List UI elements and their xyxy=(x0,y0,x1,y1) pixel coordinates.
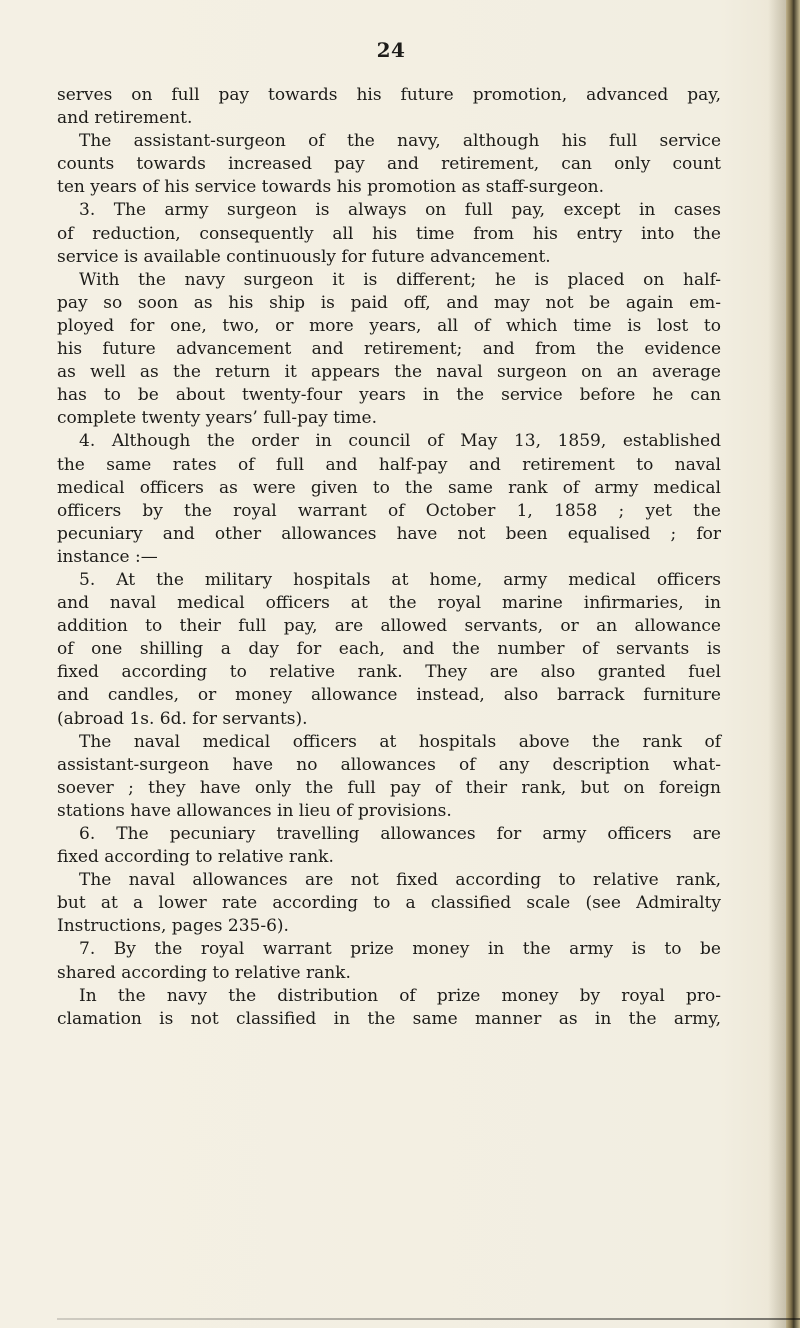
book-spine-edge xyxy=(786,0,800,1328)
text-line: counts towards increased pay and retirement, can only count xyxy=(57,154,721,175)
text-line: soever ; they have only the full pay of their rank, but on foreign xyxy=(57,777,721,798)
text-line: The assistant-surgeon of the navy, although his full service xyxy=(79,131,721,152)
page-edge-shadow xyxy=(768,0,786,1328)
text-line: 7. By the royal warrant prize money in the army is to be xyxy=(79,939,721,960)
text-line: With the navy surgeon it is different; he is placed on half- xyxy=(79,269,721,290)
text-line: ployed for one, two, or more years, all of which time is lost to xyxy=(57,315,721,336)
text-line: 5. At the military hospitals at home, army medical officers xyxy=(79,569,721,590)
text-line: clamation is not classified in the same manner as in the army, xyxy=(57,1008,721,1029)
text-line: In the navy the distribution of prize money by royal pro- xyxy=(79,985,721,1006)
text-line: fixed according to relative rank. They are also granted fuel xyxy=(57,662,721,683)
text-line: his future advancement and retirement; and from the evidence xyxy=(57,339,721,360)
text-line: medical officers as were given to the same rank of army medical xyxy=(57,477,721,498)
text-line: has to be about twenty-four years in the service before he can xyxy=(57,385,721,406)
text-line: Instructions, pages 235-6). xyxy=(57,916,289,937)
text-line: assistant-surgeon have no allowances of any description what- xyxy=(57,754,721,775)
text-line: fixed according to relative rank. xyxy=(57,847,334,868)
body-text xyxy=(57,84,721,1031)
text-line: shared according to relative rank. xyxy=(57,962,351,983)
text-line: pecuniary and other allowances have not been equalised ; for xyxy=(57,523,721,544)
text-line: (abroad 1s. 6d. for servants). xyxy=(57,708,308,729)
text-line: complete twenty years’ full-pay time. xyxy=(57,408,377,429)
text-line: stations have allowances in lieu of provisions. xyxy=(57,800,452,821)
text-line: 3. The army surgeon is always on full pay, except in cases xyxy=(79,200,721,221)
text-line: 4. Although the order in council of May 13, 1859, established xyxy=(79,431,721,452)
text-line: but at a lower rate according to a classified scale (see Admiralty xyxy=(57,893,721,914)
text-line: and candles, or money allowance instead, also barrack furniture xyxy=(57,685,721,706)
text-line: pay so soon as his ship is paid off, and may not be again em- xyxy=(57,292,721,313)
text-line: instance :— xyxy=(57,546,158,567)
text-line: 6. The pecuniary travelling allowances for army officers are xyxy=(79,824,721,844)
text-line: The naval medical officers at hospitals above the rank of xyxy=(79,731,721,752)
text-line: officers by the royal warrant of October 1, 1858 ; yet the xyxy=(57,500,721,521)
text-line: the same rates of full and half-pay and retirement to naval xyxy=(57,454,721,475)
text-line: addition to their full pay, are allowed servants, or an allowance xyxy=(57,616,721,637)
text-line: ten years of his service towards his promotion as staff-surgeon. xyxy=(57,177,605,198)
text-line: and naval medical officers at the royal marine infirmaries, in xyxy=(57,593,721,614)
page-bottom-rule xyxy=(57,1318,800,1320)
text-line: The naval allowances are not fixed according to relative rank, xyxy=(79,870,721,891)
text-line: service is available continuously for future advancement. xyxy=(57,246,551,267)
text-line: of reduction, consequently all his time from his entry into the xyxy=(57,223,721,244)
text-line: and retirement. xyxy=(57,108,193,129)
page-number: 24 xyxy=(376,38,406,62)
text-line: of one shilling a day for each, and the number of servants is xyxy=(57,639,721,660)
text-line: as well as the return it appears the naval surgeon on an average xyxy=(57,362,721,383)
text-line: serves on full pay towards his future promotion, advanced pay, xyxy=(57,85,721,105)
